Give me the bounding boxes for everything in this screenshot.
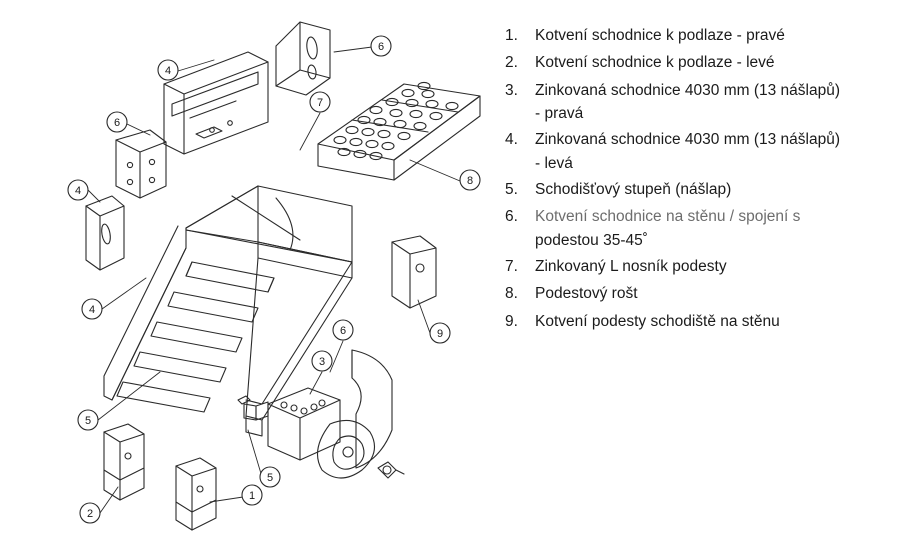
callout-label: 4 [74, 185, 82, 197]
part-stringer-left-upper [164, 52, 268, 154]
part-cover-shroud [318, 350, 405, 478]
legend-item-3 [505, 81, 890, 101]
callout-label: 3 [318, 356, 326, 368]
legend-item-5 [505, 180, 890, 200]
callout-5-tread-left [78, 410, 98, 430]
callout-label: 5 [84, 415, 92, 427]
part-wall-anchor-right [392, 236, 436, 308]
part-bracket-left [116, 130, 166, 198]
callout-label: 1 [248, 490, 256, 502]
legend-label: Zinkovaná schodnice 4030 mm (13 nášlapů) [535, 81, 841, 99]
callout-label: 9 [436, 328, 444, 340]
callout-label: 4 [88, 304, 96, 316]
legend-number: 9. [505, 312, 518, 330]
callout-4-stringer-left [82, 299, 102, 319]
legend-number: 6. [505, 208, 518, 226]
callout-6-wall-anchor-top [371, 36, 391, 56]
legend-label-continuation: podestou 35-45˚ [535, 231, 648, 249]
legend-label: Schodišťový stupeň (nášlap) [535, 180, 732, 198]
callout-label: 6 [339, 325, 347, 337]
part-floor-anchor-right [176, 458, 216, 530]
part-floor-anchor-left [104, 424, 144, 500]
part-wall-anchor-top [276, 22, 330, 95]
part-platform-grating [318, 82, 480, 180]
legend-label-continuation: - pravá [535, 105, 584, 123]
legend-number: 7. [505, 257, 518, 275]
legend-number: 4. [505, 131, 518, 149]
callout-label: 8 [466, 175, 474, 187]
callout-6-bracket [107, 112, 127, 132]
callout-9-platform-wall-anchor [430, 323, 450, 343]
parts-legend [505, 26, 890, 339]
part-stair-assembly [104, 186, 352, 436]
part-angle-plate-left [86, 196, 124, 270]
legend-item-1 [505, 26, 890, 46]
legend-item-9 [505, 312, 890, 332]
legend-label: Zinkovaná schodnice 4030 mm (13 nášlapů) [535, 131, 841, 149]
callout-4-angle-plate [68, 180, 88, 200]
legend-label: Kotvení schodnice k podlaze - levé [535, 54, 775, 72]
legend-item-6 [505, 207, 890, 227]
callout-4-upper-stringer [158, 60, 178, 80]
callout-bubbles [68, 36, 480, 523]
legend-label: Kotvení podesty schodiště na stěnu [535, 312, 780, 330]
callout-label: 7 [316, 97, 324, 109]
callout-8-platform-grating [460, 170, 480, 190]
legend-number: 2. [505, 54, 518, 72]
callout-label: 6 [377, 41, 385, 53]
legend-number: 8. [505, 285, 518, 303]
callout-label: 2 [86, 508, 94, 520]
callout-7-l-beam [310, 92, 330, 112]
legend-item-8 [505, 284, 890, 304]
callout-5-tread-right [260, 467, 280, 487]
legend-item-7 [505, 257, 890, 277]
legend-number: 5. [505, 180, 518, 198]
callout-6-wall-connection [333, 320, 353, 340]
callout-label: 6 [113, 117, 121, 129]
legend-label: Kotvení schodnice k podlaze - pravé [535, 27, 785, 44]
legend-item-4 [505, 130, 890, 150]
legend-number: 3. [505, 81, 518, 99]
legend-number: 1. [505, 27, 518, 44]
legend-item-2 [505, 53, 890, 73]
legend-label: Zinkovaný L nosník podesty [535, 257, 727, 275]
legend-label-continuation: - levá [535, 154, 573, 172]
callout-label: 4 [164, 65, 172, 77]
callout-1-floor-anchor-right [242, 485, 262, 505]
legend-label: Kotvení schodnice na stěnu / spojení s [535, 208, 801, 226]
callout-label: 5 [266, 472, 274, 484]
callout-3-stringer-right [312, 351, 332, 371]
legend-label: Podestový rošt [535, 285, 638, 303]
callout-2-floor-anchor-left [80, 503, 100, 523]
